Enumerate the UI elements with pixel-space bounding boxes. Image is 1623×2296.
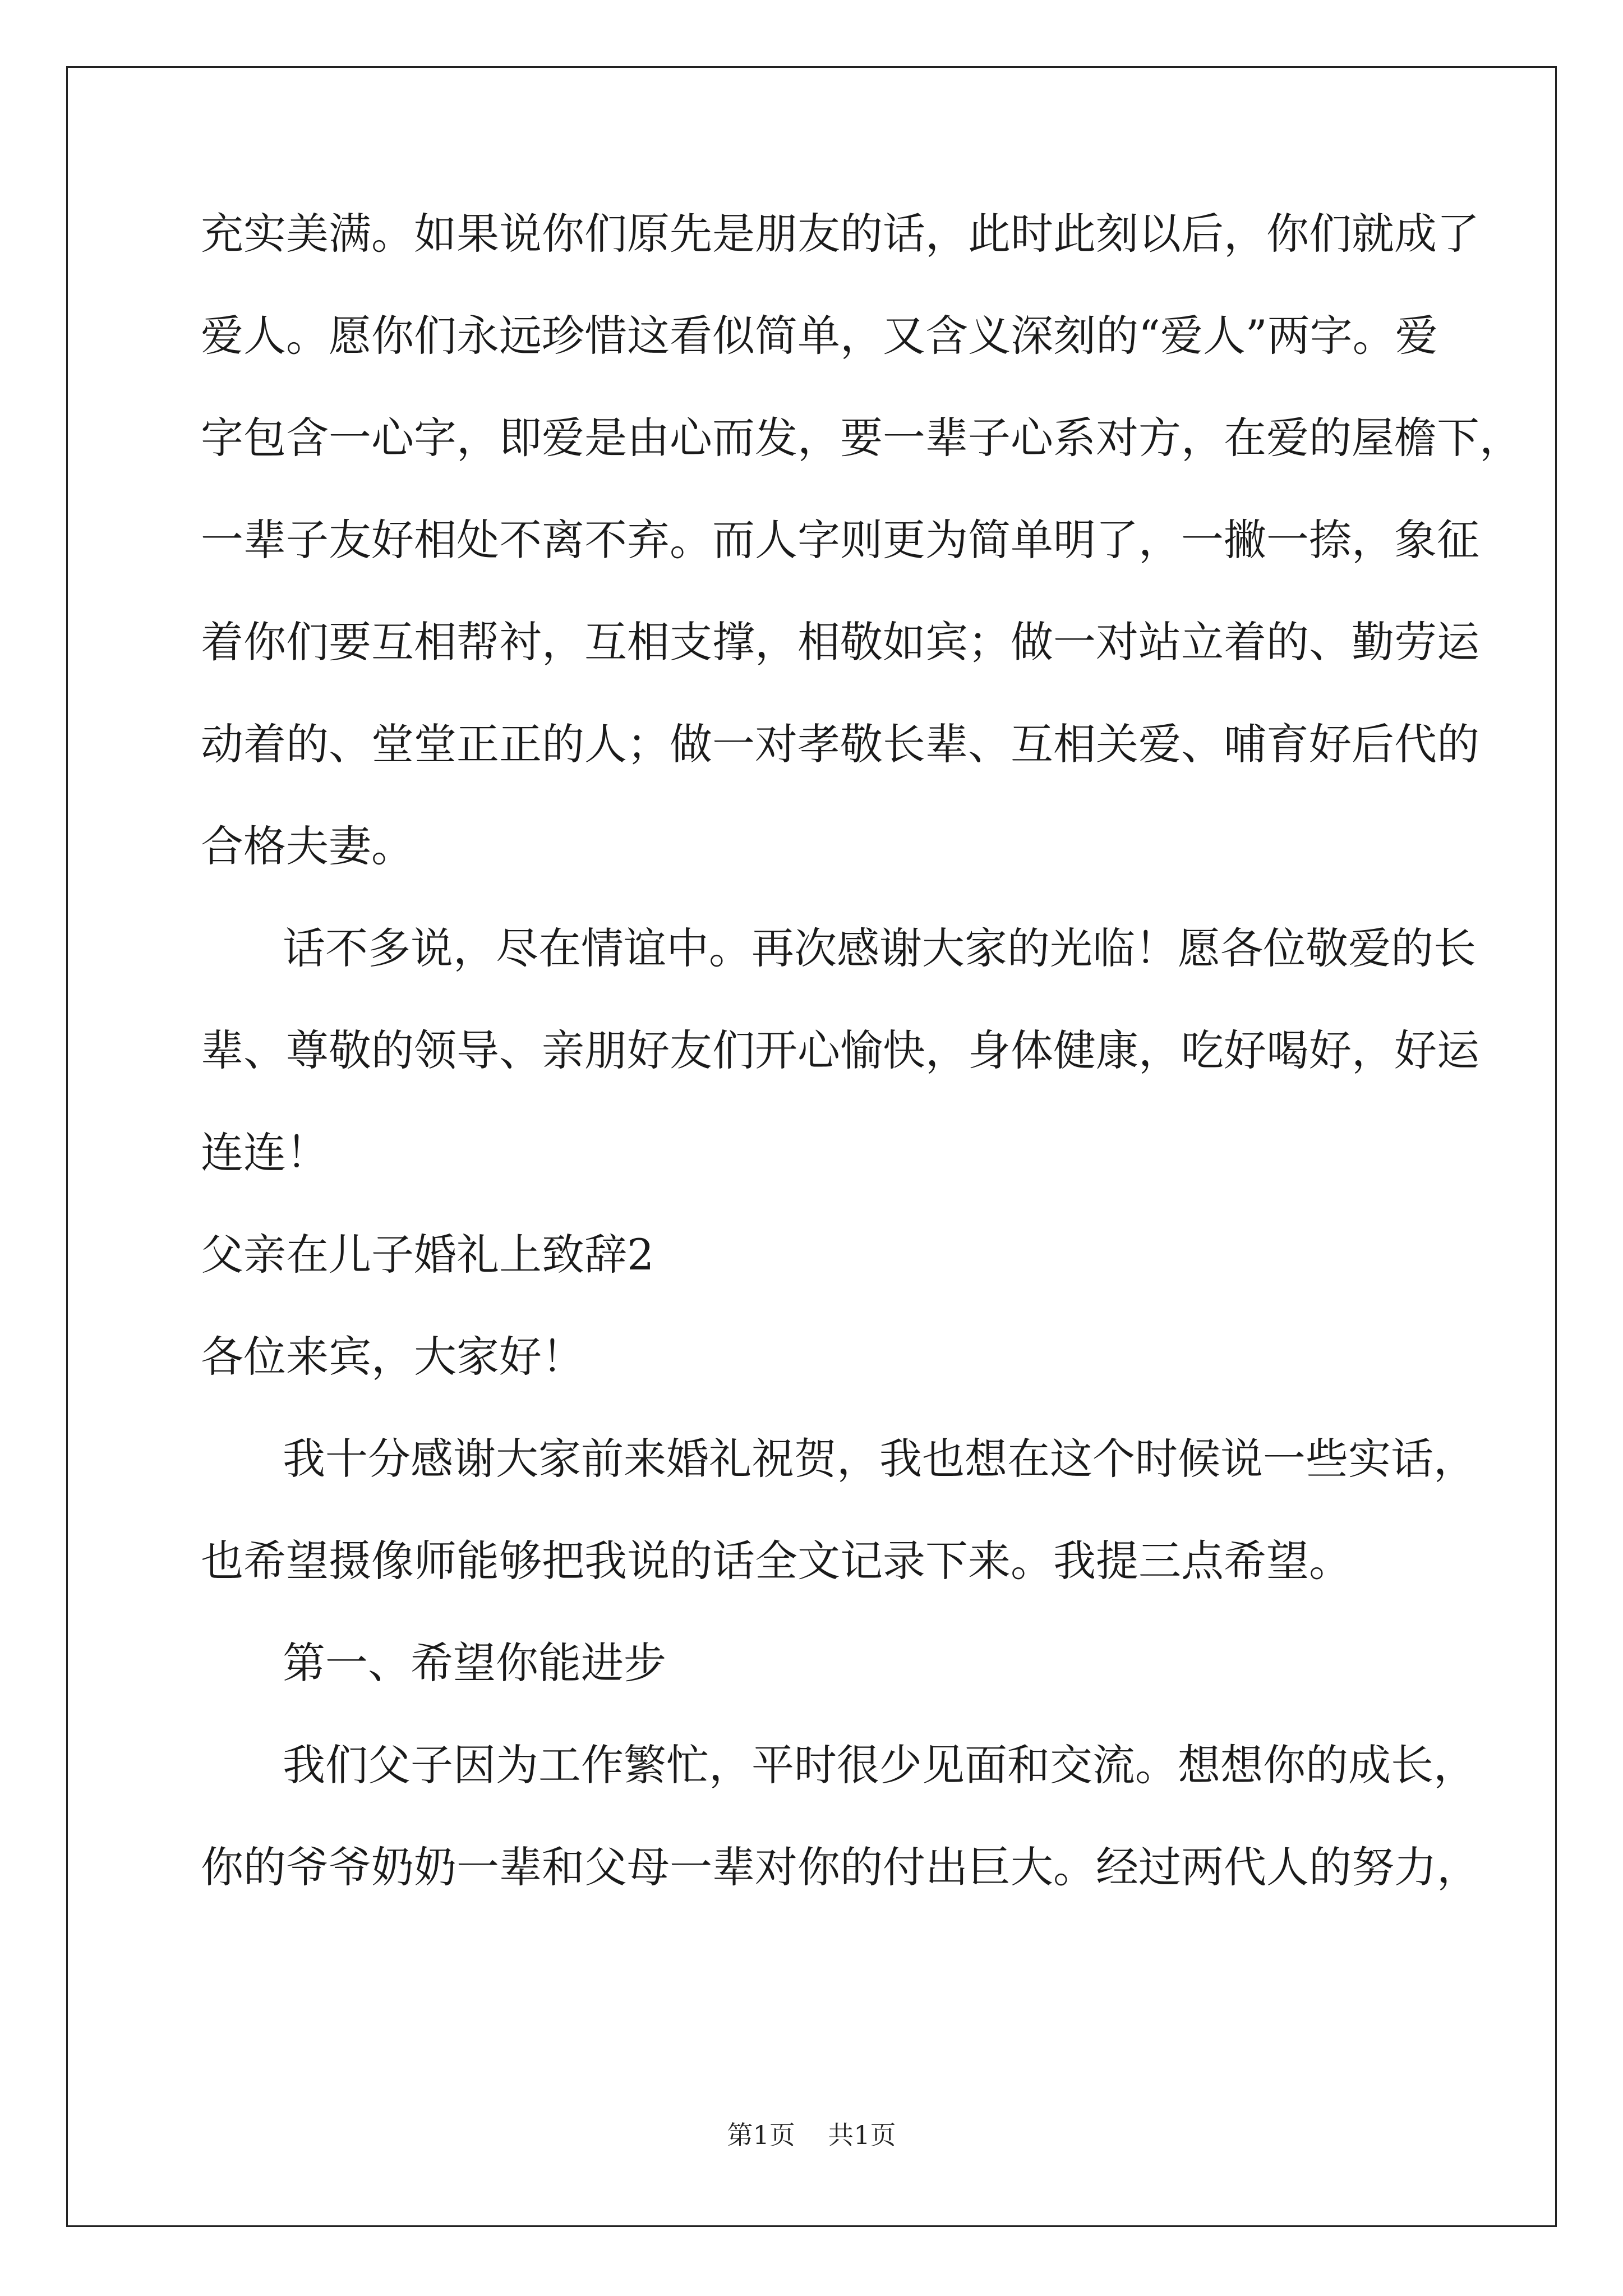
text-line: 合格夫妻。 [201,821,414,871]
text-line: 一辈子友好相处不离不弃。而人字则更为简单明了，一撇一捺，象征 [201,515,1479,565]
text-line: 着你们要互相帮衬，互相支撑，相敬如宾；做一对站立着的、勤劳运 [201,617,1479,667]
text-line: 充实美满。如果说你们原先是朋友的话，此时此刻以后，你们就成了 [201,209,1479,259]
text-line: 连连！ [201,1128,329,1177]
page-number: 第1页 [727,2120,795,2150]
salutation-line: 各位来宾，大家好！ [201,1332,584,1382]
paragraph-start-line: 话不多说，尽在情谊中。再次感谢大家的光临！愿各位敬爱的长 [283,923,1476,973]
paragraph-start-line: 我们父子因为工作繁忙，平时很少见面和交流。想想你的成长， [283,1740,1476,1790]
page-footer [0,2119,1623,2151]
text-line: 爱人。愿你们永远珍惜这看似简单，又含义深刻的“爱人”两字。爱 [201,311,1438,361]
text-line: 动着的、堂堂正正的人；做一对孝敬长辈、互相关爱、哺育好后代的 [201,719,1479,769]
text-line: 也希望摄像师能够把我说的话全文记录下来。我提三点希望。 [201,1536,1352,1586]
text-line: 你的爷爷奶奶一辈和父母一辈对你的付出巨大。经过两代人的努力， [201,1842,1479,1892]
text-line: 辈、尊敬的领导、亲朋好友们开心愉快，身体健康，吃好喝好，好运 [201,1025,1479,1075]
subheading-line: 第一、希望你能进步 [283,1638,666,1688]
paragraph-start-line: 我十分感谢大家前来婚礼祝贺，我也想在这个时候说一些实话， [283,1434,1476,1484]
text-line: 字包含一心字，即爱是由心而发，要一辈子心系对方，在爱的屋檐下， [201,413,1522,463]
page-total: 共1页 [828,2120,896,2150]
section-heading: 父亲在儿子婚礼上致辞2 [201,1230,654,1280]
